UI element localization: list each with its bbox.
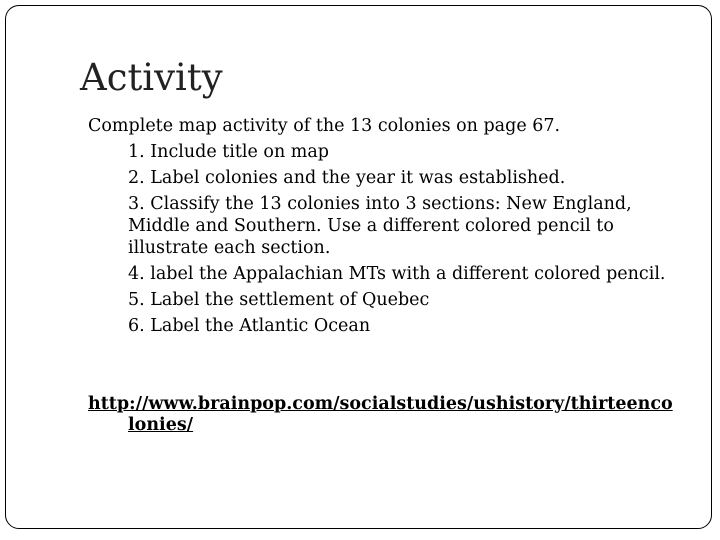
step-item: 1. Include title on map (128, 142, 330, 162)
brainpop-link[interactable] (88, 394, 673, 435)
step-list (88, 141, 668, 337)
step-item: 3. Classify the 13 colonies into 3 sections: New England, Middle and Southern. Use a different colored pencil to illustrate each section. (128, 194, 632, 258)
slide-body (88, 115, 668, 341)
step-item: 2. Label colonies and the year it was established. (128, 168, 566, 188)
intro-text: Complete map activity of the 13 colonies on page 67. (88, 116, 561, 136)
link-line-2: lonies/ (128, 415, 194, 435)
step-item: 6. Label the Atlantic Ocean (128, 316, 371, 336)
step-item: 5. Label the settlement of Quebec (128, 290, 430, 310)
step-item: 4. label the Appalachian MTs with a different colored pencil. (128, 264, 666, 284)
brainpop-link-block (88, 394, 688, 436)
link-line-1: http://www.brainpop.com/socialstudies/ushistory/thirteenco (88, 394, 673, 414)
slide-title: Activity (80, 56, 223, 99)
